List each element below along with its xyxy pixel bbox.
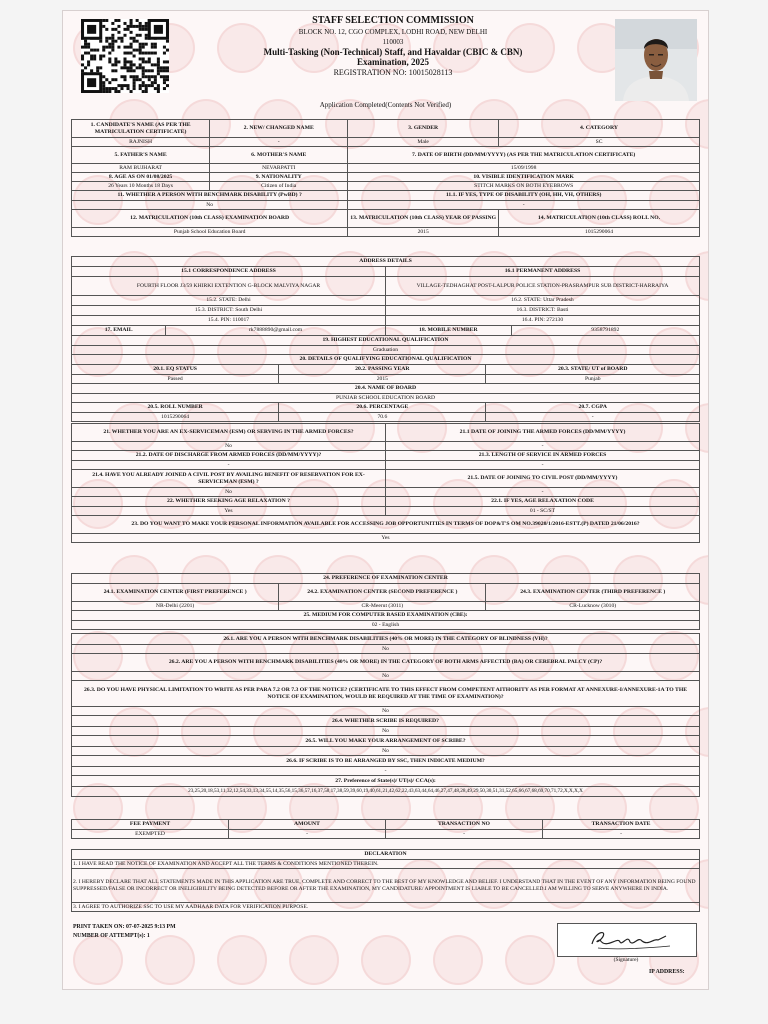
address-section-title: ADDRESS DETAILS	[72, 257, 700, 267]
declaration-item-1: 1. I HAVE READ THE NOTICE OF EXAMINATION AND ACCEPT ALL THE TERMS & CONDITIONS MENTIONED THEREIN.	[72, 860, 700, 869]
value-permanent-pin: 16.4. PIN: 272130	[385, 316, 699, 326]
watermark-emblem	[145, 935, 195, 985]
application-sheet	[62, 10, 709, 990]
exam-center-table	[71, 573, 700, 630]
label-center-second: 24.2. EXAMINATION CENTER (SECOND PREFERENCE )	[279, 584, 486, 602]
value-roll-number: 1015290064	[72, 413, 279, 422]
label-identification-mark: 10. VISIBLE IDENTIFICATION MARK	[348, 173, 700, 182]
value-gender: Male	[348, 138, 499, 147]
org-address: BLOCK NO. 12, CGO COMPLEX, LODHI ROAD, NEW DELHI	[298, 28, 488, 36]
value-correspondence-district: 15.3. DISTRICT: South Delhi	[72, 306, 386, 316]
label-esm-joining: 21.1 DATE OF JOINING THE ARMED FORCES (DD/MM/YYYY)	[386, 424, 700, 442]
value-board-state: Punjab	[486, 375, 700, 384]
value-transaction-date: -	[543, 830, 700, 839]
value-new-name: -	[210, 138, 348, 147]
value-permanent-district: 16.3. DISTRICT: Basti	[385, 306, 699, 316]
value-blindness: No	[72, 645, 700, 654]
label-state-preference: 27. Preference of State(s)/ UT(s)/ CCA(s):	[72, 776, 700, 787]
label-qualification-details: 20. DETAILS OF QUALIFYING EDUCATIONAL QUALIFICATION	[72, 355, 700, 365]
label-info-sharing: 23. DO YOU WANT TO MAKE YOUR PERSONAL INFORMATION AVAILABLE FOR ACCESSING JOB OPPORTUNITIES IN TERMS OF DOP&T'S OM NO.39020/1/2016-ESTT.(P) DATED 21/06/2016?	[72, 516, 700, 534]
value-percentage: 70.6	[279, 413, 486, 422]
value-pwbd-type: -	[348, 201, 700, 210]
label-highest-qualification: 19. HIGHEST EDUCATIONAL QUALIFICATION	[72, 336, 700, 346]
address-details-table	[71, 256, 700, 336]
label-correspondence-address: 15.1 CORRESPONDENCE ADDRESS	[72, 267, 386, 277]
value-matric-year: 2015	[348, 228, 499, 237]
exam-name: Multi-Tasking (Non-Technical) Staff, and Havaldar (CBIC & CBN)	[263, 47, 523, 57]
value-info-sharing: Yes	[72, 534, 700, 543]
ip-address: IP ADDRESS:	[649, 969, 685, 975]
value-center-third: CR-Lucknow (3010)	[486, 602, 700, 611]
disability-scribe-table	[71, 633, 700, 797]
header-block	[193, 15, 593, 78]
label-cgpa: 20.7. CGPA	[486, 403, 700, 413]
label-own-scribe: 26.5. WILL YOU MAKE YOUR ARRANGEMENT OF SCRIBE?	[72, 736, 700, 747]
label-matric-board: 12. MATRICULATION (10th CLASS) EXAMINATION BOARD	[72, 210, 348, 228]
value-email: rk7888890@gmail.com	[166, 326, 386, 336]
value-exam-medium: 02 - English	[72, 621, 700, 630]
qr-code	[81, 19, 169, 93]
label-pwbd: 11. WHETHER A PERSON WITH BENCHMARK DISABILITY (PwBD) ?	[72, 191, 348, 201]
value-scribe-required: No	[72, 727, 700, 736]
value-candidate-name: RAJNISH	[72, 138, 210, 147]
value-matric-roll: 1015290064	[499, 228, 700, 237]
label-center-third: 24.3. EXAMINATION CENTER (THIRD PREFERENCE )	[486, 584, 700, 602]
label-new-name: 2. NEW/ CHANGED NAME	[210, 120, 348, 138]
value-age-relaxation: Yes	[72, 507, 386, 516]
value-mobile: 9358791892	[511, 326, 699, 336]
label-age-relaxation-code: 22.1. IF YES, AGE RELAXATION CODE	[386, 497, 700, 507]
label-pwbd-type: 11.1. IF YES, TYPE OF DISABILITY (OH, HH, VH, OTHERS)	[348, 191, 700, 201]
value-civil-post-date: -	[386, 488, 700, 497]
label-email: 17. EMAIL	[72, 326, 166, 336]
label-scribe-medium: 26.6. IF SCRIBE IS TO BE ARRANGED BY SSC, THEN INDICATE MEDIUM?	[72, 756, 700, 767]
value-passing-year: 2015	[279, 375, 486, 384]
declaration-title: DECLARATION	[72, 850, 700, 860]
signature-caption: (Signature)	[613, 957, 639, 963]
label-dob: 7. DATE OF BIRTH (DD/MM/YYYY) (AS PER THE MATRICULATION CERTIFICATE)	[348, 147, 700, 164]
value-esm: No	[72, 442, 386, 451]
value-board-name: PUNJAB SCHOOL EDUCATION BOARD	[72, 394, 700, 403]
label-esm: 21. WHETHER YOU ARE AN EX-SERVICEMAN (ESM) OR SERVING IN THE ARMED FORCES?	[72, 424, 386, 442]
label-writing-limitation: 26.3. DO YOU HAVE PHYSICAL LIMITATION TO WRITE AS PER PARA 7.2 OR 7.3 OF THE NOTICE? (CERTIFICATE TO THIS EFFECT FROM COMPETENT AITHORITY AS PER FORMAT AT ANNEXURE-I/ANNEXURE-1A TO THE NOTICE OF EXAMINATION, WOULD BE REQUIRED AT THE TIME OF EXAMINATION)?	[72, 681, 700, 707]
label-board-state: 20.3. STATE/ UT of BOARD	[486, 365, 700, 375]
value-matric-board: Punjab School Education Board	[72, 228, 348, 237]
value-permanent-address: VILLAGE-TEDHAGHAT POST-LALPUR POLICE STATION-PRASRAMPUR SUB DISTRICT-HARRAIYA	[385, 277, 699, 296]
label-nationality: 9. NATIONALITY	[210, 173, 348, 182]
value-identification-mark: STITCH MARKS ON BOTH EYEBROWS	[348, 182, 700, 191]
label-age-relaxation: 22. WHETHER SEEKING AGE RELAXATION ?	[72, 497, 386, 507]
value-center-first: NR-Delhi (2201)	[72, 602, 279, 611]
label-father-name: 5. FATHER'S NAME	[72, 147, 210, 164]
esm-details-table	[71, 423, 700, 543]
label-category: 4. CATEGORY	[499, 120, 700, 138]
value-pwbd: No	[72, 201, 348, 210]
value-eq-status: Passed	[72, 375, 279, 384]
declaration-table	[71, 849, 700, 912]
label-transaction-no: TRANSACTION NO	[386, 820, 543, 830]
value-writing-limitation: No	[72, 707, 700, 716]
value-fee-payment: EXEMPTED	[72, 830, 229, 839]
value-arms-cp: No	[72, 672, 700, 681]
org-pin: 110003	[382, 38, 404, 46]
value-nationality: Citizen of India	[210, 182, 348, 191]
attempt-count: NUMBER OF ATTEMPT(s): 1	[73, 933, 150, 939]
label-percentage: 20.6. PERCENTAGE	[279, 403, 486, 413]
value-father-name: RAM BUJHARAT	[72, 164, 210, 173]
label-exam-medium: 25. MEDIUM FOR COMPUTER BASED EXAMINATION (CBE):	[72, 611, 700, 621]
value-highest-qualification: Graduation	[72, 346, 700, 355]
label-age: 8. AGE AS ON 01/08/2025	[72, 173, 210, 182]
value-center-second: CR-Meerut (3011)	[279, 602, 486, 611]
print-timestamp: PRINT TAKEN ON: 07-07-2025 9:13 PM	[73, 924, 176, 930]
value-amount: -	[229, 830, 386, 839]
signature-image	[557, 923, 697, 957]
declaration-item-2: 2. I HEREBY DECLARE THAT ALL STATEMENTS MADE IN THIS APPLICATION ARE TRUE, COMPLETE AND CORRECT TO THE BEST OF MY KNOWLEDGE AND BELIEF. I UNDERSTAND THAT IN THE EVENT OF ANY INFORMATION BEING FOUND SUPPRESSED/FALSE OR INCORRECT OR INELIGIBILITY BEING DETECTED BEFORE OR AFTER THE EXAMINATION, MY CANDIDATURE/ APPOINTMENT IS LIABLE TO BE CANCELLED.I AM WILLING TO SERVE ANYWHERE IN INDIA.	[72, 869, 700, 903]
value-dob: 15/09/1998	[348, 164, 700, 173]
label-roll-number: 20.5. ROLL NUMBER	[72, 403, 279, 413]
label-eq-status: 20.1. EQ STATUS	[72, 365, 279, 375]
value-age-relaxation-code: 01 - SC/ST	[386, 507, 700, 516]
print-info	[73, 923, 176, 941]
watermark-emblem	[73, 935, 123, 985]
org-name: STAFF SELECTION COMMISSION	[312, 15, 474, 26]
value-correspondence-state: 15.2. STATE: Delhi	[72, 296, 386, 306]
application-status: Application Completed(Contents Not Verified)	[319, 101, 452, 109]
label-passing-year: 20.2. PASSING YEAR	[279, 365, 486, 375]
value-esm-discharge: -	[72, 461, 386, 470]
label-scribe-required: 26.4. WHETHER SCRIBE IS REQUIRED?	[72, 716, 700, 727]
label-transaction-date: TRANSACTION DATE	[543, 820, 700, 830]
watermark-emblem	[289, 935, 339, 985]
watermark-emblem	[217, 935, 267, 985]
label-mobile: 18. MOBILE NUMBER	[385, 326, 511, 336]
label-matric-year: 13. MATRICULATION (10th CLASS) YEAR OF PASSING	[348, 210, 499, 228]
value-state-preference: 23,25,20,18,53,11,32,12,54,33,13,34,55,14,35,56,15,36,57,16,37,58,17,38,59,39,60,19,40,61,21,42,62,22,43,63,44,64,46,27,47,48,28,49,29,50,30,51,31,52,65,66,67,68,69,70,71,72,X,X,X,X	[72, 787, 700, 797]
value-transaction-no: -	[386, 830, 543, 839]
label-gender: 3. GENDER	[348, 120, 499, 138]
label-civil-post-date: 21.5. DATE OF JOINING TO CIVIL POST (DD/MM/YYYY)	[386, 470, 700, 488]
label-civil-post: 21.4. HAVE YOU ALREADY JOINED A CIVIL POST BY AVAILING BENEFIT OF RESERVATION FOR EX-SERVICEMAN (ESM) ?	[72, 470, 386, 488]
value-scribe-medium: -	[72, 767, 700, 776]
value-age: 26 Years 10 Months 18 Days	[72, 182, 210, 191]
value-correspondence-pin: 15.4. PIN: 110017	[72, 316, 386, 326]
value-civil-post: No	[72, 488, 386, 497]
watermark-emblem	[361, 935, 411, 985]
watermark-emblem	[505, 935, 555, 985]
label-candidate-name: 1. CANDIDATE'S NAME (AS PER THE MATRICULATION CERTIFICATE)	[72, 120, 210, 138]
label-matric-roll: 14. MATRICULATION (10th CLASS) ROLL NO.	[499, 210, 700, 228]
label-fee-payment: FEE PAYMENT	[72, 820, 229, 830]
label-center-preference: 24. PREFERENCE OF EXAMINATION CENTER	[72, 574, 700, 584]
value-category: SC	[499, 138, 700, 147]
education-details-table	[71, 335, 700, 422]
candidate-photo	[615, 19, 697, 101]
label-permanent-address: 16.1 PERMANENT ADDRESS	[385, 267, 699, 277]
label-board-name: 20.4. NAME OF BOARD	[72, 384, 700, 394]
label-center-first: 24.1. EXAMINATION CENTER (FIRST PREFERENCE )	[72, 584, 279, 602]
value-own-scribe: No	[72, 747, 700, 756]
personal-details-table	[71, 119, 700, 237]
registration-number: REGISTRATION NO: 10015028113	[333, 68, 453, 77]
value-esm-joining: -	[386, 442, 700, 451]
value-mother-name: NEVARPATTI	[210, 164, 348, 173]
value-esm-length: -	[386, 461, 700, 470]
label-mother-name: 6. MOTHER'S NAME	[210, 147, 348, 164]
label-blindness: 26.1. ARE YOU A PERSON WITH BENCHMARK DISABILITIES (40% OR MORE) IN THE CATEGORY OF BLINDNESS (VH)?	[72, 634, 700, 645]
label-esm-length: 21.3. LENGTH OF SERVICE IN ARMED FORCES	[386, 451, 700, 461]
value-cgpa: -	[486, 413, 700, 422]
value-permanent-state: 16.2. STATE: Uttar Pradesh	[385, 296, 699, 306]
label-esm-discharge: 21.2. DATE OF DISCHARGE FROM ARMED FORCES (DD/MM/YYYY)?	[72, 451, 386, 461]
exam-year: Examination, 2025	[356, 57, 429, 67]
fee-table	[71, 819, 700, 839]
watermark-emblem	[433, 935, 483, 985]
label-amount: AMOUNT	[229, 820, 386, 830]
value-correspondence-address: FOURTH FLOOR J3/59 KHIRKI EXTENTION G-BLOCK MALVIYA NAGAR	[72, 277, 386, 296]
declaration-item-3: 3. I AGREE TO AUTHORIZE SSC TO USE MY AADHAAR DATA FOR VERIFICATION PURPOSE.	[72, 903, 700, 912]
label-arms-cp: 26.2. ARE YOU A PERSON WITH BENCHMARK DISABILITIES (40% OR MORE) IN THE CATEGORY OF BOTH ARMS AFFECTED (BA) OR CEREBRAL PALCY (CP)?	[72, 654, 700, 672]
